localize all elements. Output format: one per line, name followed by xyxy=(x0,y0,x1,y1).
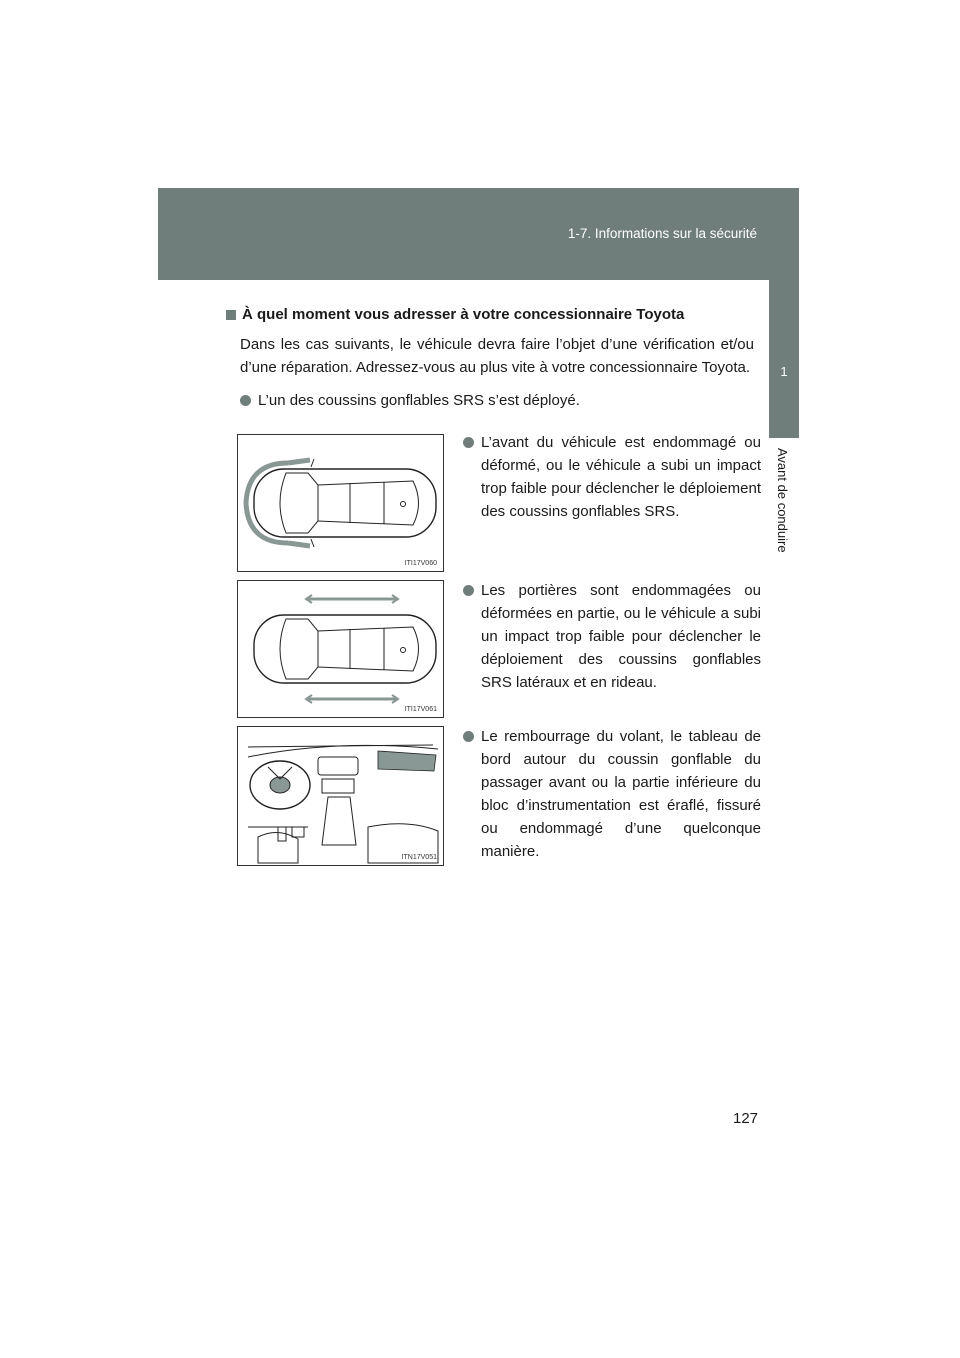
content xyxy=(226,306,754,412)
figure-row-side xyxy=(237,580,761,720)
list-item xyxy=(463,431,761,523)
list-item-text: Le rembourrage du volant, le tableau de bord autour du coussin gonflable du passager avant ou la partie inférieure du bloc d’instrumentation est éraflé, fissuré ou endommagé d’une quelconque manière. xyxy=(481,728,761,860)
figure-row-dashboard xyxy=(237,726,761,866)
bullet-dot-icon xyxy=(463,731,474,742)
figure-code: ITI17V061 xyxy=(404,706,437,713)
figure-row-front xyxy=(237,434,761,574)
list-item xyxy=(463,725,761,863)
figure-dashboard xyxy=(237,726,444,866)
figure-car-side xyxy=(237,580,444,718)
bullet-dot-icon xyxy=(463,437,474,448)
square-bullet-icon xyxy=(226,310,236,320)
car-top-view-side-icon xyxy=(238,581,443,717)
intro-paragraph: Dans les cas suivants, le véhicule devra faire l’objet d’une vérification et/ou d’une réparation. Adressez-vous au plus vite à votre concessionnaire Toyota. xyxy=(240,336,754,376)
figure-code: ITN17V051 xyxy=(401,854,437,861)
bullet-dot-icon xyxy=(240,395,251,406)
figure-code: ITI17V060 xyxy=(404,560,437,567)
list-item xyxy=(240,389,754,412)
section-heading xyxy=(226,306,754,323)
chapter-number: 1 xyxy=(780,364,788,379)
bullet-dot-icon xyxy=(463,585,474,596)
chapter-tab xyxy=(769,188,799,438)
chapter-label: Avant de conduire xyxy=(775,448,790,553)
section-heading-text: À quel moment vous adresser à votre concessionnaire Toyota xyxy=(242,306,685,323)
figure-car-front xyxy=(237,434,444,572)
dashboard-interior-icon xyxy=(238,727,443,865)
list-item xyxy=(463,579,761,694)
header-band xyxy=(158,188,799,280)
list-item-text: L’avant du véhicule est endommagé ou déformé, ou le véhicule a subi un impact trop faible pour déclencher le déploiement des coussins gonflables SRS. xyxy=(481,434,761,520)
page-number: 127 xyxy=(733,1110,759,1127)
list-item-text: L’un des coussins gonflables SRS s’est déployé. xyxy=(258,392,580,409)
list-item-text: Les portières sont endommagées ou déformées en partie, ou le véhicule a subi un impact trop faible pour déclencher le déploiement des coussins gonflables SRS latéraux et en rideau. xyxy=(481,582,761,691)
section-title: 1-7. Informations sur la sécurité xyxy=(567,226,757,241)
car-top-view-front-icon xyxy=(238,435,443,571)
